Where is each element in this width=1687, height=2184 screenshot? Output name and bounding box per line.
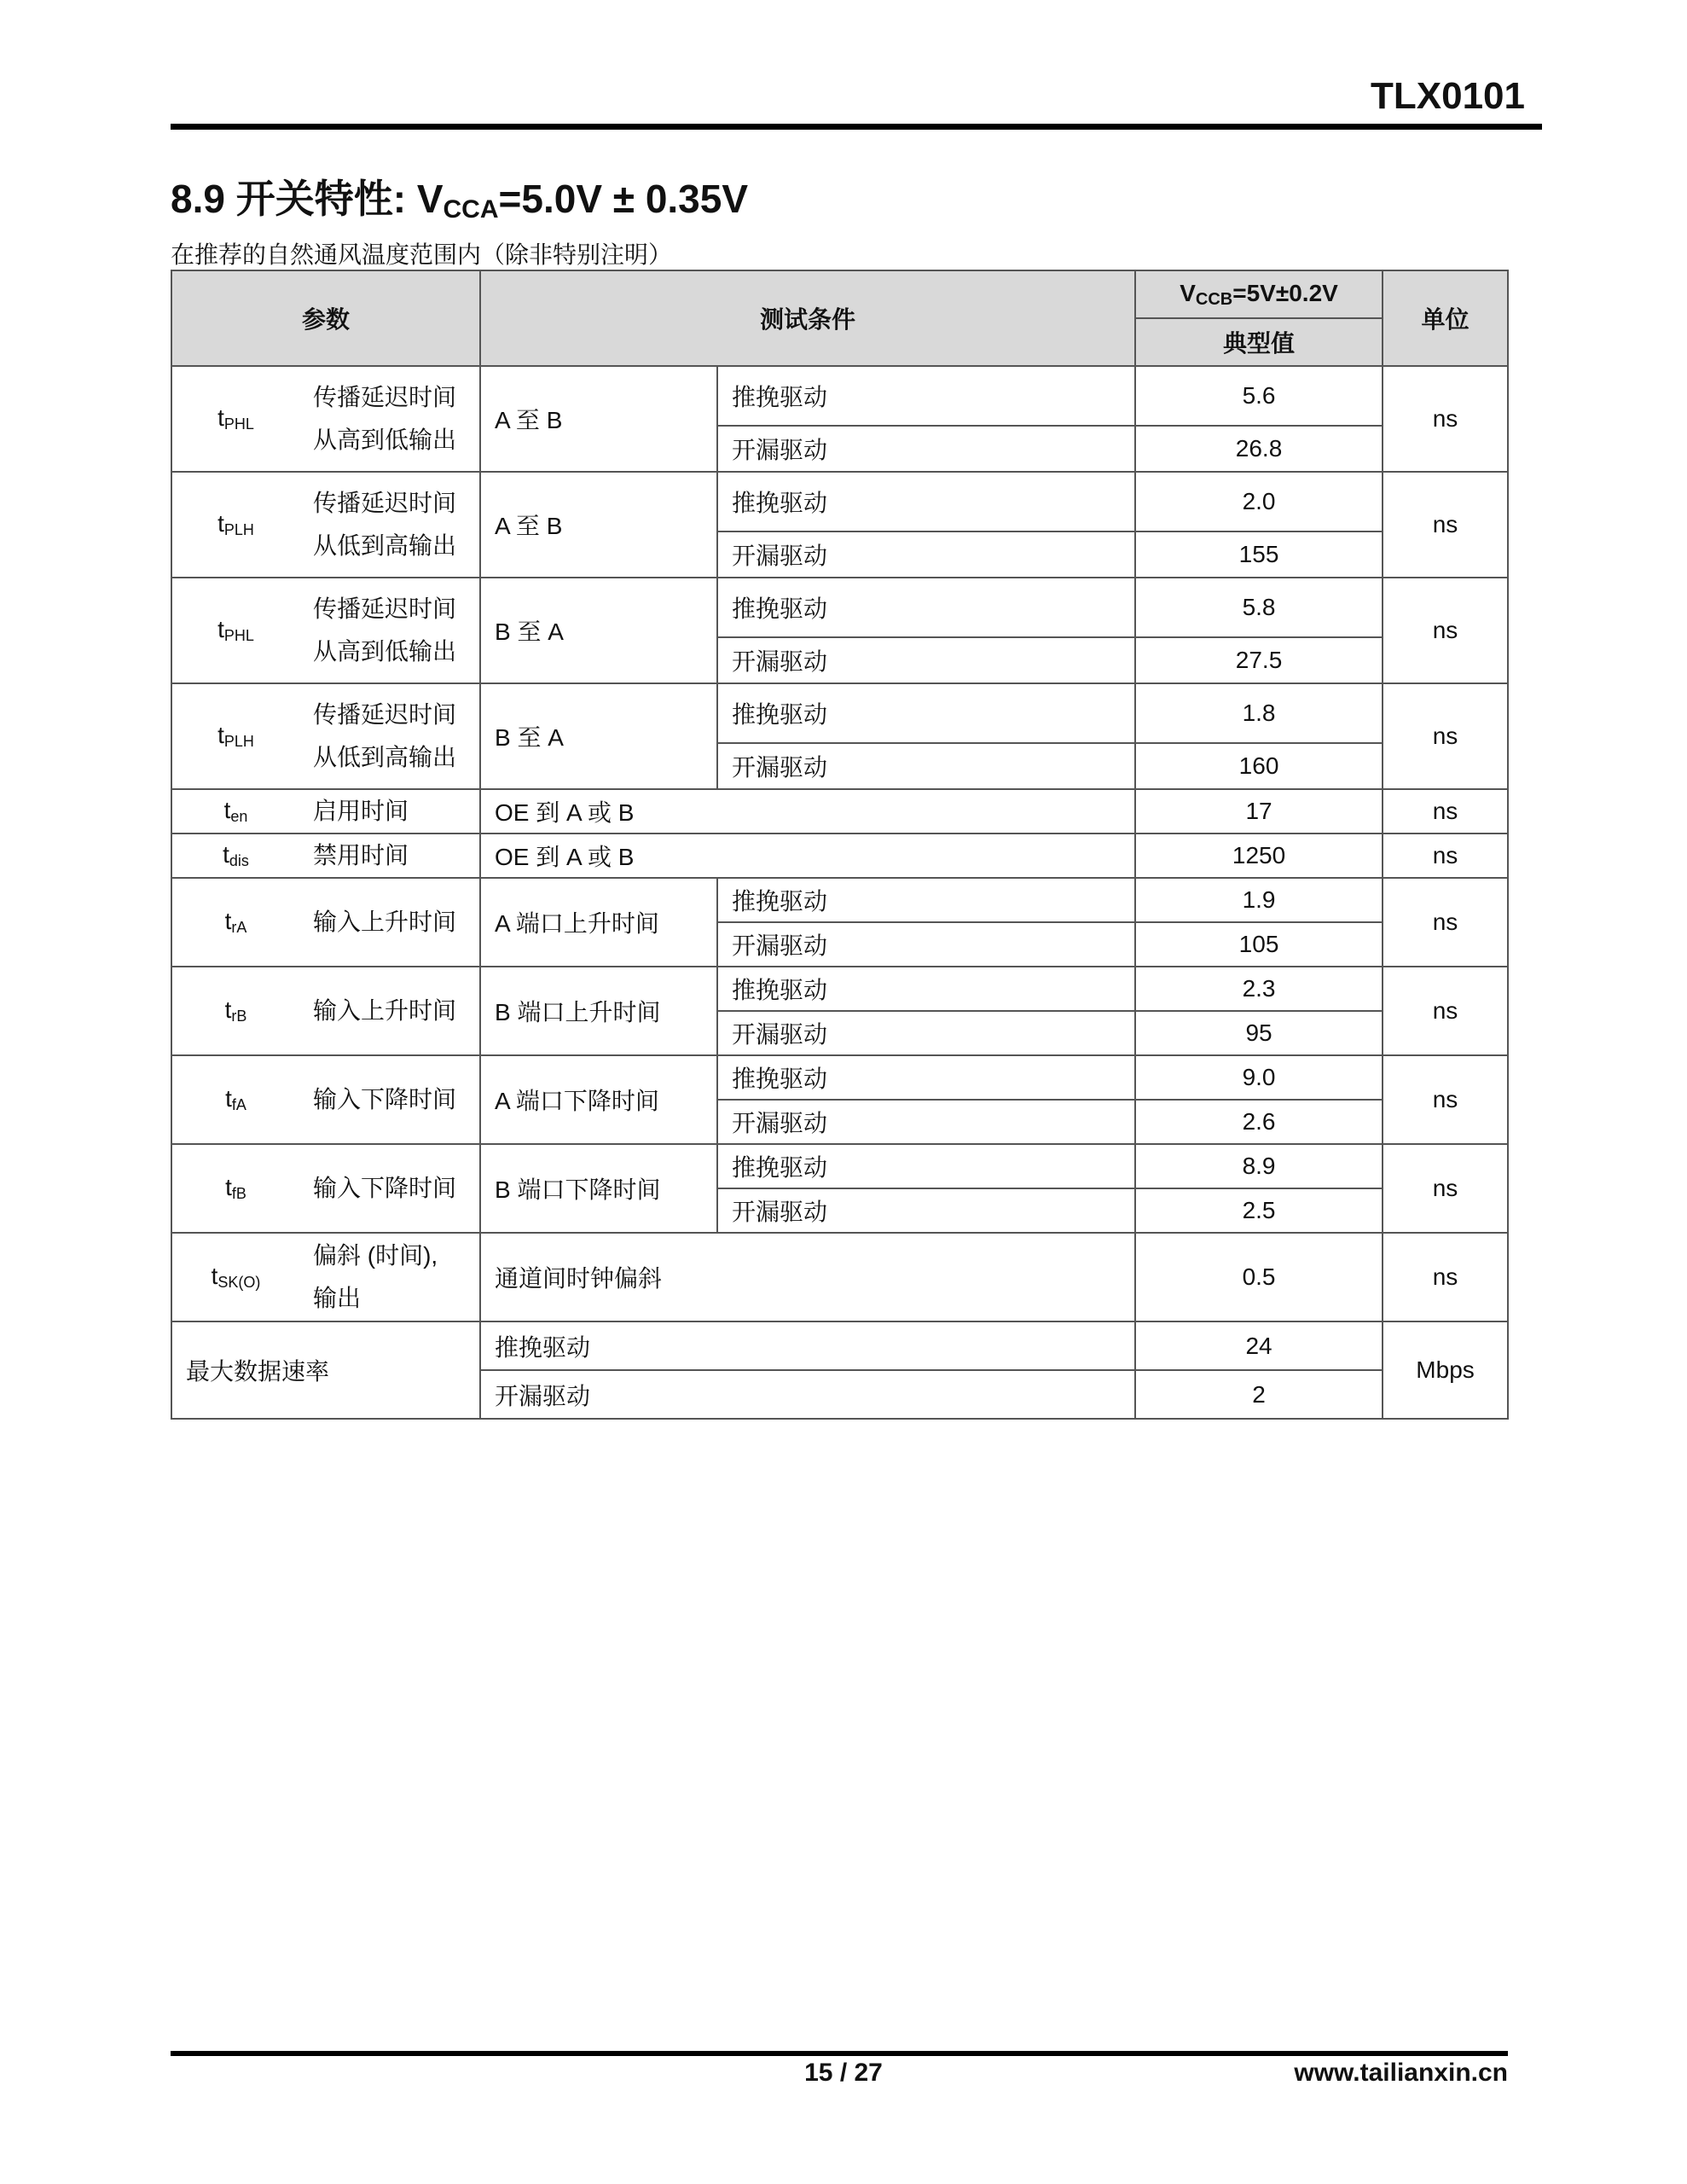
param-symbol: $t_{PLH}$ [171, 472, 299, 578]
unit: ns [1383, 878, 1508, 967]
unit: ns [1383, 1144, 1508, 1233]
condition-drive-mode: 推挽驱动 [480, 1321, 1135, 1370]
condition-direction: B 至 A [480, 578, 717, 683]
document-code: TLX0101 [1371, 75, 1525, 117]
condition-direction: B 端口下降时间 [480, 1144, 717, 1233]
param-symbol: $t_{en}$ [171, 789, 299, 834]
param-description: 输入下降时间 [299, 1144, 480, 1233]
condition-drive-mode: 推挽驱动 [717, 472, 1135, 531]
condition-drive-mode: 推挽驱动 [717, 1144, 1135, 1188]
unit: ns [1383, 834, 1508, 878]
typical-value: 5.6 [1135, 366, 1383, 426]
param-symbol: $t_{SK(O)}$ [171, 1233, 299, 1321]
header-test-conditions: 测试条件 [480, 270, 1135, 366]
param-description: 传播延迟时间 从高到低输出 [299, 578, 480, 683]
param-description: 禁用时间 [299, 834, 480, 878]
unit: ns [1383, 578, 1508, 683]
header-rule [171, 124, 1542, 130]
table-row [171, 472, 1508, 531]
param-symbol: $t_{PHL}$ [171, 366, 299, 472]
typical-value: 2.3 [1135, 967, 1383, 1011]
typical-value: 9.0 [1135, 1055, 1383, 1100]
unit: ns [1383, 789, 1508, 834]
unit: ns [1383, 366, 1508, 472]
test-condition: OE 到 A 或 B [480, 834, 1135, 878]
header-unit: 单位 [1383, 270, 1508, 366]
unit: Mbps [1383, 1321, 1508, 1419]
param-description: 传播延迟时间 从高到低输出 [299, 366, 480, 472]
typical-value: 0.5 [1135, 1233, 1383, 1321]
condition-drive-mode: 推挽驱动 [717, 366, 1135, 426]
typical-value: 8.9 [1135, 1144, 1383, 1188]
condition-direction: B 端口上升时间 [480, 967, 717, 1055]
condition-drive-mode: 开漏驱动 [717, 922, 1135, 967]
param-description: 偏斜 (时间), 输出 [299, 1233, 480, 1321]
table-row [171, 967, 1508, 1011]
max-data-rate-label: 最大数据速率 [171, 1321, 480, 1419]
table-row [171, 789, 1508, 834]
condition-drive-mode: 推挽驱动 [717, 878, 1135, 922]
param-description: 输入下降时间 [299, 1055, 480, 1144]
typical-value: 2 [1135, 1370, 1383, 1419]
param-symbol: $t_{rB}$ [171, 967, 299, 1055]
table-row [171, 578, 1508, 637]
typical-value: 1250 [1135, 834, 1383, 878]
header-vccb: $V_{CCB}=5V\pm 0.2V$ [1135, 270, 1383, 318]
page-number: 15 / 27 [804, 2059, 883, 2087]
typical-value: 2.0 [1135, 472, 1383, 531]
condition-drive-mode: 开漏驱动 [717, 1188, 1135, 1233]
typical-value: 2.5 [1135, 1188, 1383, 1233]
section-title: 8.9 开关特性: $V_{CCA}=5.0V \pm 0.35V$ [171, 177, 749, 224]
condition-drive-mode: 开漏驱动 [717, 1100, 1135, 1144]
param-description: 输入上升时间 [299, 878, 480, 967]
typical-value: 95 [1135, 1011, 1383, 1055]
typical-value: 105 [1135, 922, 1383, 967]
param-description: 启用时间 [299, 789, 480, 834]
param-description: 传播延迟时间 从低到高输出 [299, 683, 480, 789]
typical-value: 1.8 [1135, 683, 1383, 743]
typical-value: 24 [1135, 1321, 1383, 1370]
param-symbol: $t_{dis}$ [171, 834, 299, 878]
param-description: 输入上升时间 [299, 967, 480, 1055]
footer-rule [171, 2051, 1508, 2056]
typical-value: 2.6 [1135, 1100, 1383, 1144]
condition-drive-mode: 推挽驱动 [717, 967, 1135, 1011]
unit: ns [1383, 967, 1508, 1055]
typical-value: 17 [1135, 789, 1383, 834]
header-typical: 典型值 [1135, 318, 1383, 366]
typical-value: 26.8 [1135, 426, 1383, 472]
param-symbol: $t_{rA}$ [171, 878, 299, 967]
table-body [171, 366, 1508, 1419]
condition-drive-mode: 推挽驱动 [717, 578, 1135, 637]
table-row [171, 1321, 1508, 1370]
table-row [171, 834, 1508, 878]
condition-drive-mode: 开漏驱动 [717, 743, 1135, 789]
condition-drive-mode: 开漏驱动 [717, 531, 1135, 578]
condition-direction: A 端口下降时间 [480, 1055, 717, 1144]
table-row [171, 366, 1508, 426]
condition-direction: A 端口上升时间 [480, 878, 717, 967]
table-row [171, 1144, 1508, 1188]
condition-drive-mode: 开漏驱动 [717, 1011, 1135, 1055]
typical-value: 155 [1135, 531, 1383, 578]
typical-value: 160 [1135, 743, 1383, 789]
param-symbol: $t_{fA}$ [171, 1055, 299, 1144]
table-row [171, 1055, 1508, 1100]
condition-direction: A 至 B [480, 472, 717, 578]
condition-drive-mode: 开漏驱动 [717, 637, 1135, 683]
param-symbol: $t_{PHL}$ [171, 578, 299, 683]
table-row [171, 878, 1508, 922]
table-row [171, 1233, 1508, 1321]
test-condition: OE 到 A 或 B [480, 789, 1135, 834]
unit: ns [1383, 683, 1508, 789]
unit: ns [1383, 472, 1508, 578]
typical-value: 27.5 [1135, 637, 1383, 683]
param-symbol: $t_{PLH}$ [171, 683, 299, 789]
param-description: 传播延迟时间 从低到高输出 [299, 472, 480, 578]
condition-direction: A 至 B [480, 366, 717, 472]
switching-characteristics-table [171, 270, 1509, 1420]
website-url: www.tailianxin.cn [1294, 2059, 1508, 2087]
header-param: 参数 [171, 270, 480, 366]
test-condition: 通道间时钟偏斜 [480, 1233, 1135, 1321]
section-subtitle: 在推荐的自然通风温度范围内（除非特别注明） [171, 241, 673, 268]
typical-value: 1.9 [1135, 878, 1383, 922]
condition-direction: B 至 A [480, 683, 717, 789]
condition-drive-mode: 推挽驱动 [717, 1055, 1135, 1100]
typical-value: 5.8 [1135, 578, 1383, 637]
table-row [171, 683, 1508, 743]
condition-drive-mode: 推挽驱动 [717, 683, 1135, 743]
condition-drive-mode: 开漏驱动 [480, 1370, 1135, 1419]
condition-drive-mode: 开漏驱动 [717, 426, 1135, 472]
unit: ns [1383, 1055, 1508, 1144]
param-symbol: $t_{fB}$ [171, 1144, 299, 1233]
unit: ns [1383, 1233, 1508, 1321]
